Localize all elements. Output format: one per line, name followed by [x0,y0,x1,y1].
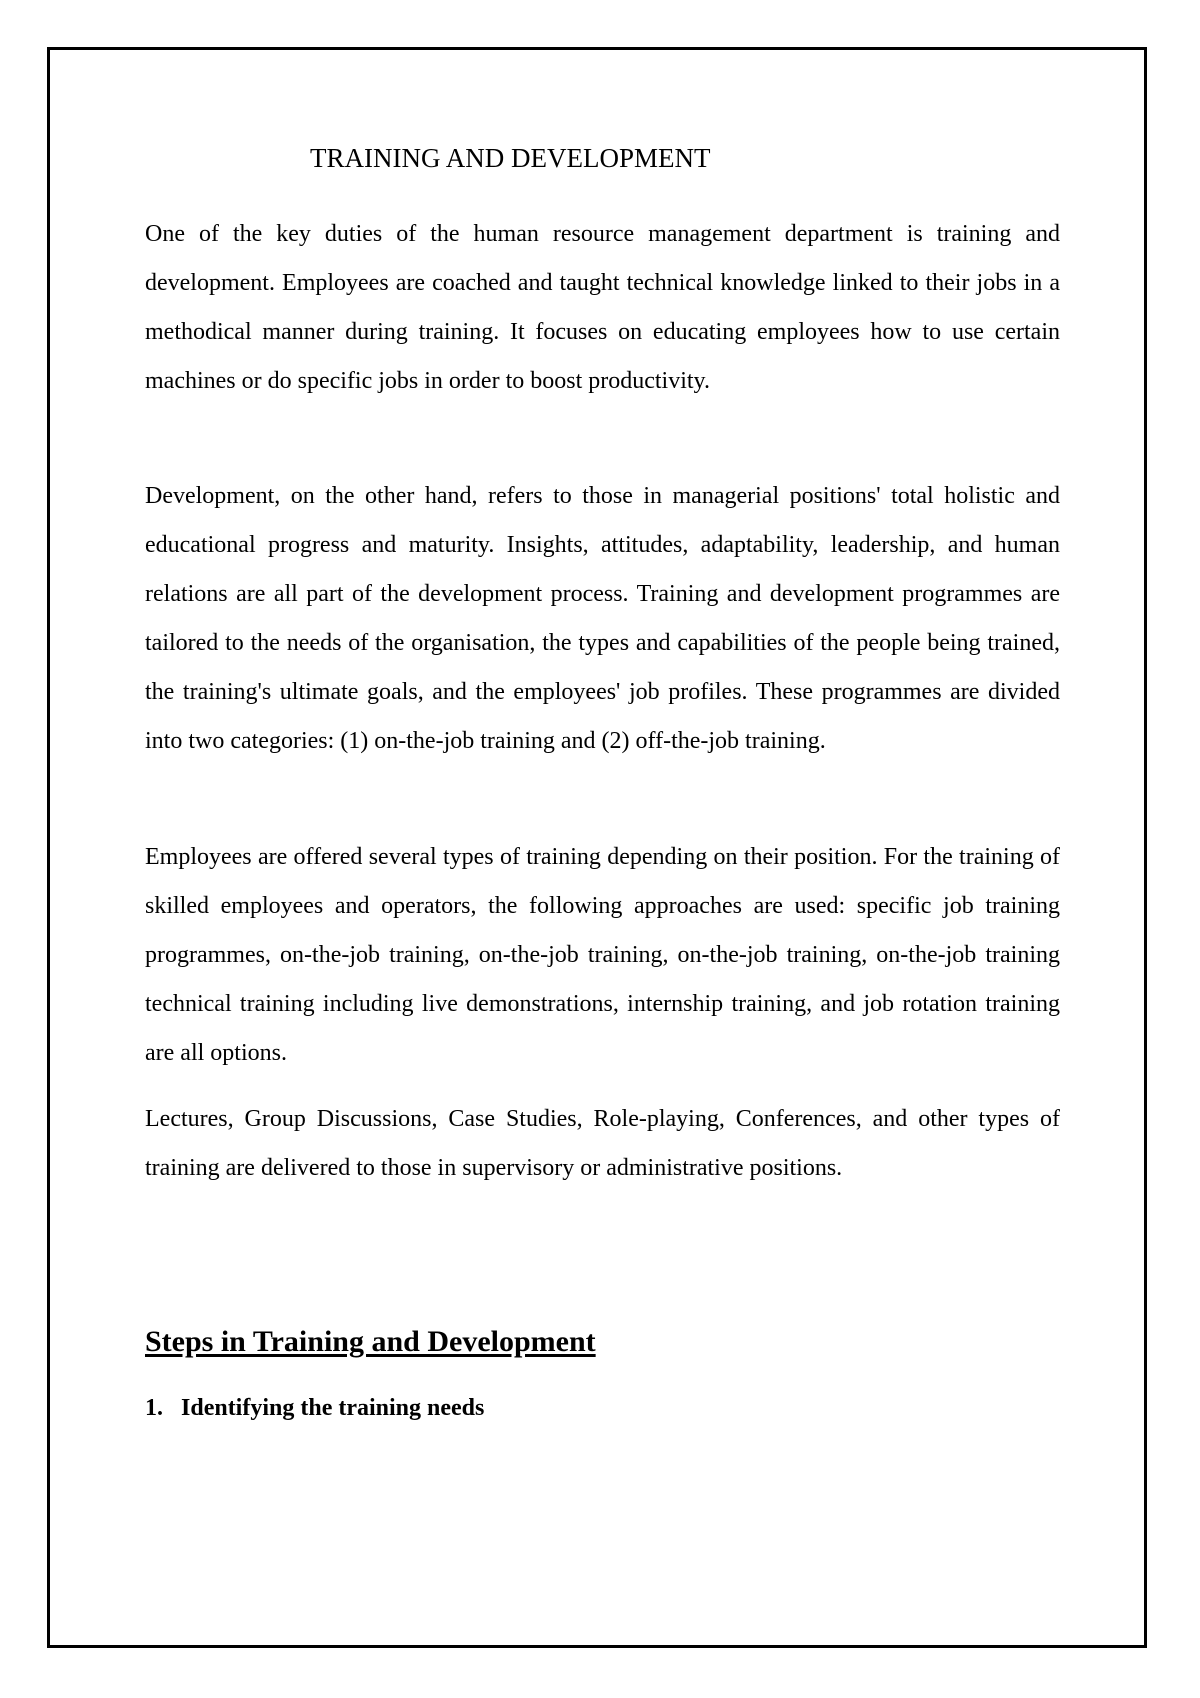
paragraph-intro: One of the key duties of the human resource management department is training and development. Employees are coached and taught technical knowledge linked to their jobs in a methodical manner during training. It focuses on educating employees how to use certain machines or do specific jobs in order to boost productivity. [145,221,1060,394]
paragraph-development: Development, on the other hand, refers to those in managerial positions' total holistic and educational progress and maturity. Insights, attitudes, adaptability, leadership, and human relations are all part of the development process. Training and development programmes are tailored to the needs of the organisation, the types and capabilities of the people being trained, the training's ultimate goals, and the employees' job profiles. These programmes are divided into two categories: (1) on-the-job training and (2) off-the-job training. [145,483,1060,754]
step-number: 1. [145,1395,163,1421]
paragraph-supervisory-training: Lectures, Group Discussions, Case Studies, Role-playing, Conferences, and other types of training are delivered to those in supervisory or administrative positions. [145,1106,1060,1181]
steps-list [145,1395,484,1422]
step-label: Identifying the training needs [181,1395,485,1421]
page-title: TRAINING AND DEVELOPMENT [310,143,711,173]
paragraph-training-types: Employees are offered several types of training depending on their position. For the training of skilled employees and operators, the following approaches are used: specific job training programmes, on-the-job training, on-the-job training, on-the-job training, on-the-job training technical training including live demonstrations, internship training, and job rotation training are all options. [145,844,1060,1066]
section-heading: Steps in Training and Development [145,1325,596,1358]
list-item [145,1395,484,1422]
